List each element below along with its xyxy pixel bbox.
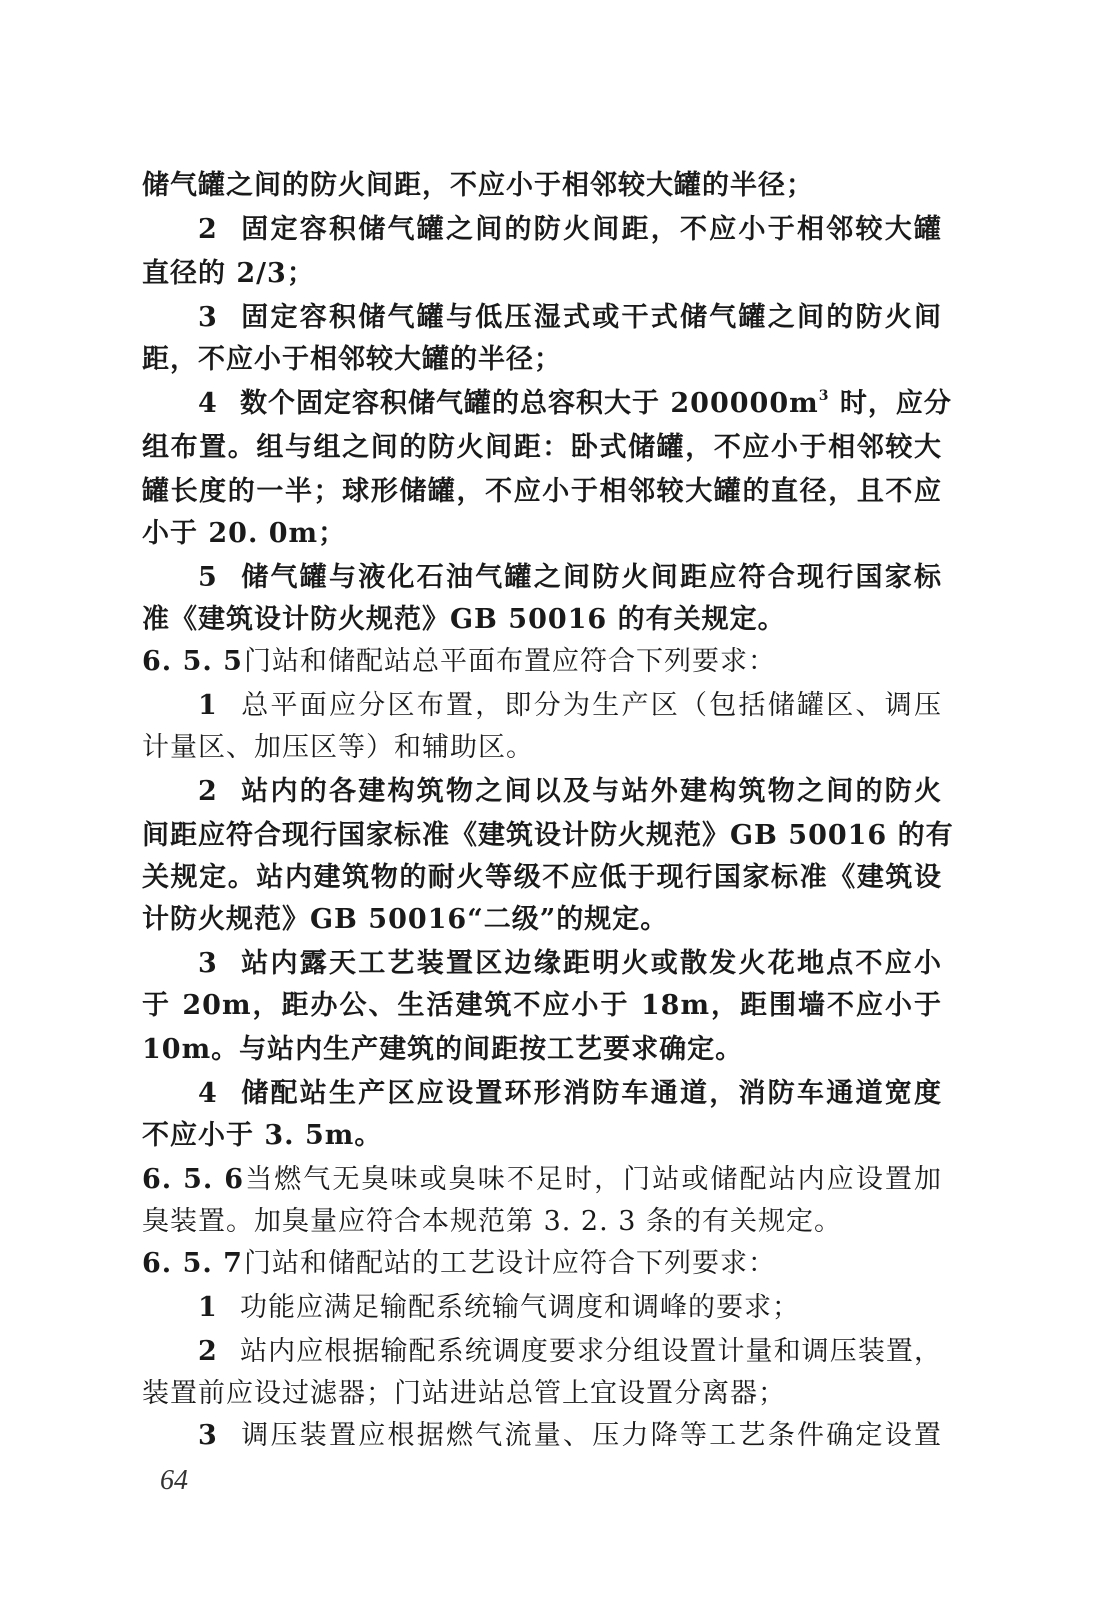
list-item-1: 1 功能应满足输配系统输气调度和调峰的要求； [198, 1292, 800, 1323]
list-item-4: 4 储配站生产区应设置环形消防车通道，消防车通道宽度 [198, 1078, 942, 1109]
text-line: 准《建筑设计防火规范》GB 50016 的有关规定。 [142, 604, 786, 635]
text-line: 不应小于 3. 5m。 [142, 1120, 383, 1151]
text-line: 关规定。站内建筑物的耐火等级不应低于现行国家标准《建筑设 [142, 862, 942, 893]
clause-6-5-7: 6. 5. 7门站和储配站的工艺设计应符合下列要求： [142, 1248, 776, 1279]
text-line: 装置前应设过滤器；门站进站总管上宜设置分离器； [142, 1378, 786, 1409]
text-line: 于 20m，距办公、生活建筑不应小于 18m，距围墙不应小于 [142, 990, 942, 1021]
text-line: 计量区、加压区等）和辅助区。 [142, 732, 534, 763]
clause-6-5-6: 6. 5. 6当燃气无臭味或臭味不足时，门站或储配站内应设置加 [142, 1164, 942, 1195]
text-line: 罐长度的一半；球形储罐，不应小于相邻较大罐的直径，且不应 [142, 476, 942, 507]
text-line: 计防火规范》GB 50016“二级”的规定。 [142, 904, 669, 935]
list-item-5: 5 储气罐与液化石油气罐之间防火间距应符合现行国家标 [198, 562, 942, 593]
list-item-4: 4 数个固定容积储气罐的总容积大于 $200000m^3$ 时，应分 [198, 388, 952, 419]
list-item-2: 2 站内应根据输配系统调度要求分组设置计量和调压装置， [198, 1336, 942, 1367]
text-line: 组布置。组与组之间的防火间距：卧式储罐，不应小于相邻较大 [142, 432, 942, 463]
list-item-3: 3 站内露天工艺装置区边缘距明火或散发火花地点不应小 [198, 948, 942, 979]
text-line: 臭装置。加臭量应符合本规范第 3. 2. 3 条的有关规定。 [142, 1206, 843, 1237]
list-item-3: 3 调压装置应根据燃气流量、压力降等工艺条件确定设置 [198, 1420, 942, 1451]
text-line: 储气罐之间的防火间距，不应小于相邻较大罐的半径； [142, 170, 814, 201]
clause-6-5-5: 6. 5. 5门站和储配站总平面布置应符合下列要求： [142, 646, 776, 677]
text-line: 间距应符合现行国家标准《建筑设计防火规范》GB 50016 的有 [142, 820, 954, 851]
list-item-1: 1 总平面应分区布置，即分为生产区（包括储罐区、调压 [198, 690, 942, 721]
list-item-3: 3 固定容积储气罐与低压湿式或干式储气罐之间的防火间 [198, 302, 942, 333]
page-number: 64 [160, 1465, 188, 1496]
list-item-2: 2 站内的各建构筑物之间以及与站外建构筑物之间的防火 [198, 776, 942, 807]
text-line: 距，不应小于相邻较大罐的半径； [142, 344, 562, 375]
list-item-2: 2 固定容积储气罐之间的防火间距，不应小于相邻较大罐 [198, 214, 942, 245]
text-line: 小于 20. 0m； [142, 518, 347, 549]
text-line: 直径的 2/3； [142, 258, 315, 289]
text-line: 10m。与站内生产建筑的间距按工艺要求确定。 [142, 1034, 744, 1065]
